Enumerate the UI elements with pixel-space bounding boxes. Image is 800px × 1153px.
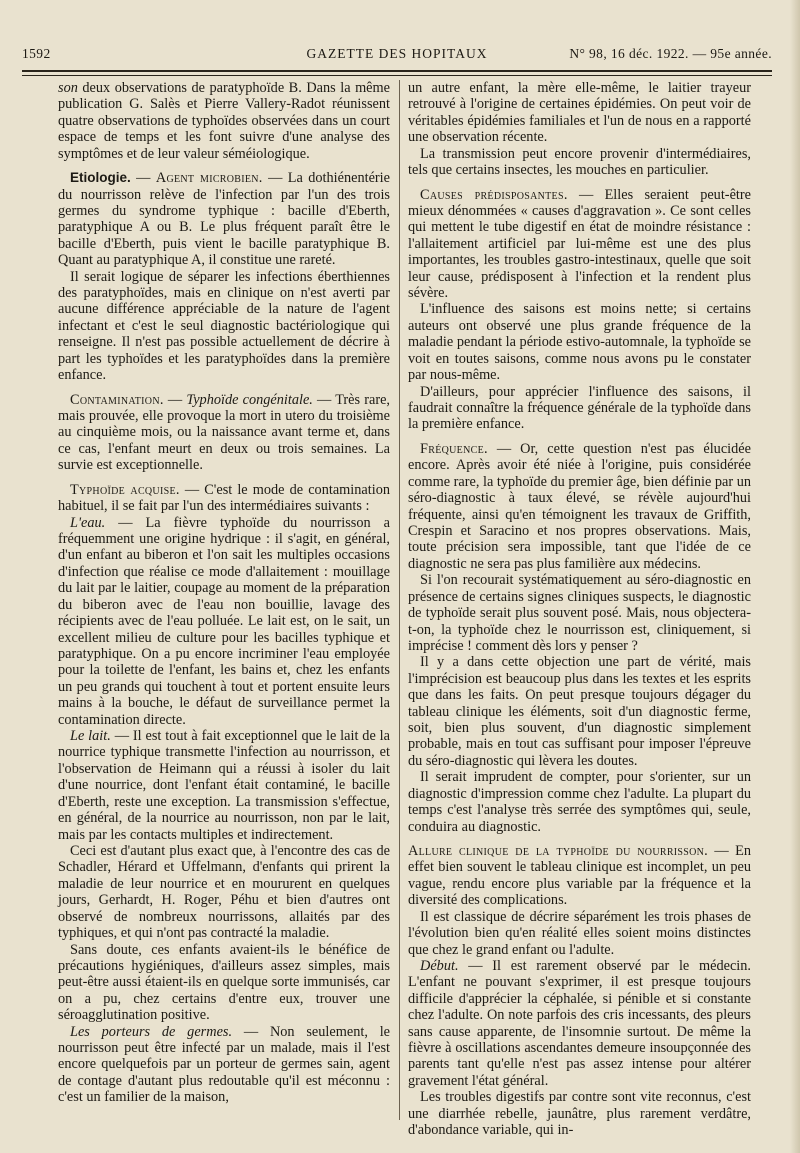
lead-word: son [58, 80, 78, 96]
italic-heading: L'eau. [70, 514, 106, 531]
paragraph: Il serait imprudent de compter, pour s'orienter, sur un diagnostic d'impression comme chez l'adulte. La plupart du temps c'est l'analyse très serrée des symptômes qui, seule, conduira au diagnostic. [408, 769, 751, 835]
italic-heading: Typhoïde congénitale. [186, 391, 313, 408]
page-edge-shadow [790, 0, 800, 1153]
paragraph: L'influence des saisons est moins nette; si certains auteurs ont observé une plus grande fréquence de la maladie pendant la période estivo-automnale, la typhoïde se voit en toutes saisons, comme nous avons pu le constater par nous-même. [408, 301, 752, 384]
section-causes: Causes prédisposantes. — Elles seraient peut-être mieux dénommées « causes d'aggravation ». Ce sont celles qui mettent le tube digestif en état de moindre résistance : l'allaitement artificiel par lui-même est une des plus importantes, les troubles gastro-intestinaux, quelle que soit leur cause, prédisposent à l'infection et la rendent plus sévère. [408, 186, 751, 302]
paragraph: un autre enfant, la mère elle-même, le laitier trayeur retrouvé à l'origine de certaines épidémies. On peut voir de véritables épidémies familiales et l'un de nous en a rapporté une observation récente. [408, 80, 751, 146]
section-debut: Début. — Il est rarement observé par le médecin. L'enfant ne pouvant s'exprimer, il est presque toujours difficile d'apprécier la céphalée, si pénible et si constante chez l'adulte. On note parfois des cris incessants, des pleurs sans cause apparente, de l'insomnie surtout. De même la fièvre à oscillations ascendantes demeure insoupçonnée des parents tant qu'elle n'est pas assez intense pour altérer gravement l'état général. [408, 957, 751, 1089]
paragraph-text: Elles seraient peut-être mieux dénommées « causes d'aggravation ». Ce sont celles qui mettent le tube digestif en état de moindre résistance : l'allaitement artificiel par lui-même est une des plus importantes, les troubles gastro-intestinaux, quelle que soit leur cause, prédisposent à l'infection et la rendent plus sévère. [408, 186, 751, 302]
subsection-heading: Agent microbien. [155, 170, 263, 187]
paragraph: Il y a dans cette objection une part de vérité, mais l'imprécision est beaucoup plus dans les textes et les esprits que dans les faits. On peut presque toujours dégager du tableau clinique les éléments, soit d'un diagnostic ferme, soit, bien plus souvent, d'un diagnostic simplement probable, mais en tout cas suffisant pour imposer l'épreuve du séro-diagnostic qui lèvera les doutes. [408, 654, 751, 769]
section-typhoide-acquise: Typhoïde acquise. — C'est le mode de contamination habituel, il se fait par l'un des intermédiaires suivants : [58, 481, 390, 515]
section-lait: Le lait. — Il est tout à fait exceptionnel que le lait de la nourrice typhique transmette l'infection au nourrisson, et l'observation de Heimann qui a réussi à isoler du lait d'une nourrice, dont l'enfant était contaminé, le bacille d'Eberth, reste une exception. La transmission s'effectue, en général, de la nourrice au nourrisson, non par le lait, mais par les contacts multiples et indirectement. [58, 728, 391, 843]
paragraph-text: C'est le mode de contamination habituel, il se fait par l'un des intermédiaires suivants : [58, 481, 390, 515]
paragraph: D'ailleurs, pour apprécier l'influence des saisons, il faudrait connaître la fréquence générale de la typhoïde dans la première enfance. [408, 383, 751, 433]
column-divider [399, 80, 400, 1120]
italic-heading: Le lait. [70, 728, 111, 745]
paragraph-text: Il est tout à fait exceptionnel que le lait de la nourrice typhique transmette l'infection au nourrisson, et l'observation de Heimann qui a réussi à isoler du lait d'une nourrice, dont l'enfant était contaminé, le bacille d'Eberth, reste une exception. La transmission s'effectue, en général, de la nourrice au nourrisson, non par le lait, mais par les contacts multiples et indirectement. [58, 728, 391, 843]
paragraph: La transmission peut encore provenir d'intermédiaires, tels que certains insectes, les mouches en particulier. [408, 145, 751, 179]
paragraph-text: En effet bien souvent le tableau clinique est incomplet, un peu vague, rendu encore plus variable par la fréquence et la diversité des complications. [408, 842, 751, 909]
section-porteurs: Les porteurs de germes. — Non seulement, le nourrisson peut être infecté par un malade, mais il l'est encore quelquefois par un porteur de germes sain, agent de contage d'autant plus redoutable qu'il est méconnu : c'est un familier de la maison, [58, 1023, 391, 1106]
paragraph [58, 80, 390, 162]
paragraph-text: Or, cette question n'est pas élucidée encore. Après avoir été niée à l'origine, puis considérée comme rare, la typhoïde du premier âge, bien définie par un séro-diagnostic à taux élevé, se révèle aujourd'hui fréquente, ainsi qu'en témoignent les travaux de Griffith, Crespin et Saracino et nos propres observations. Mais, toute précision sera impossible, tant que l'idée de ce diagnostic ne sera pas plus familière aux médecins. [408, 440, 751, 572]
page-number: 1592 [22, 46, 51, 61]
subsection-heading: Causes prédisposantes. [420, 186, 568, 203]
header-rule-thick [22, 70, 772, 72]
paragraph-text: Très rare, mais prouvée, elle provoque la mort in utero du troisième au cinquième mois, ou la naissance avant terme et, dans ce cas, l'enfant meurt en deux ou trois semaines. La survie est exceptionnelle. [58, 391, 391, 474]
paragraph: Il est classique de décrire séparément les trois phases de l'évolution bien qu'en réalité elles soient moins distinctes que chez le grand enfant ou l'adulte. [408, 908, 751, 958]
paragraph: Si l'on recourait systématiquement au séro-diagnostic en présence de certains signes cliniques suspects, le diagnostic de typhoïde serait plus souvent posé. Mais, nous objectera-t-on, la typhoïde chez le nourrisson est, cliniquement, si imprécise ! comment dès lors y penser ? [408, 572, 751, 654]
paragraph-text: deux observations de paratyphoïde B. Dans la même publication G. Salès et Pierre Vallery-Radot réunissent quatre observations de typhoïdes observées dans un court espace de temps et les font suivre d'une analyse des symptômes et de leur valeur séméiologique. [58, 80, 390, 162]
paragraph-text: Il est rarement observé par le médecin. L'enfant ne pouvant s'exprimer, il est presque toujours difficile d'apprécier la céphalée, si pénible et si constante chez l'adulte. On note parfois des cris incessants, des pleurs sans cause apparente, de l'insomnie surtout. De même la fièvre à oscillations ascendantes demeure insoupçonnée des parents tant qu'elle n'est pas assez intense pour altérer gravement l'état général. [408, 957, 751, 1089]
section-heading: Etiologie. [70, 170, 131, 186]
section-etiologie: Etiologie. — Agent microbien. — La dothiénentérie du nourrisson relève de l'infection par l'un des trois germes du syndrome typhique : bacille d'Eberth, paratyphique A ou B. Le plus fréquent paraît être le bacille d'Eberth, puis vient le bacille paratyphique B. Quant au paratyphique A, il constitue une rareté. [58, 170, 391, 269]
left-column [58, 80, 390, 1106]
header-rule-thin [22, 75, 772, 76]
subsection-heading: Typhoïde acquise. [70, 481, 180, 498]
subsection-heading: Contamination. [70, 391, 164, 408]
section-allure: Allure clinique de la typhoïde du nourrisson. — En effet bien souvent le tableau clinique est incomplet, un peu vague, rendu encore plus variable par la fréquence et la diversité des complications. [408, 842, 751, 909]
subsection-heading: Allure clinique de la typhoïde du nourrisson. [408, 842, 709, 859]
page-header [22, 46, 772, 66]
journal-title: GAZETTE DES HOPITAUX [306, 46, 488, 61]
section-frequence: Fréquence. — Or, cette question n'est pas élucidée encore. Après avoir été niée à l'origine, puis considérée comme rare, la typhoïde du premier âge, bien définie par un séro-diagnostic à taux élevé, se révèle aujourd'hui fréquente, ainsi qu'en témoignent les travaux de Griffith, Crespin et Saracino et nos propres observations. Mais, toute précision sera impossible, tant que l'idée de ce diagnostic ne sera pas plus familière aux médecins. [408, 440, 751, 572]
right-column [408, 80, 751, 1139]
paragraph-text: La dothiénentérie du nourrisson relève de l'infection par l'un des trois germes du syndrome typhique : bacille d'Eberth, paratyphique A ou B. Le plus fréquent paraît être le bacille d'Eberth, puis vient le bacille paratyphique B. Quant au paratyphique A, il constitue une rareté. [58, 170, 391, 269]
section-contamination: Contamination. — Typhoïde congénitale. — Très rare, mais prouvée, elle provoque la mort in utero du troisième au cinquième mois, ou la naissance avant terme et, dans ce cas, l'enfant meurt en deux ou trois semaines. La survie est exceptionnelle. [58, 391, 391, 474]
issue-info: N° 98, 16 déc. 1922. — 95e année. [569, 46, 772, 61]
paragraph: Sans doute, ces enfants avaient-ils le bénéfice de précautions hygiéniques, d'ailleurs assez simples, mais peut-être aussi étaient-ils en quelque sorte immunisés, car on a pu, chez certains d'entre eux, trouver une séroagglutination positive. [58, 941, 390, 1024]
paragraph: Ceci est d'autant plus exact que, à l'encontre des cas de Schadler, Hérard et Uffelmann, d'enfants qui prirent la maladie de leur nourrice et en moururent en quelques jours, Gerhardt, H. Roger, Péhu et bien d'autres ont observé de nombreux nourrissons, allaités par des typhiques, et qui n'ont pas contracté la maladie. [58, 842, 390, 942]
paragraph-text: La fièvre typhoïde du nourrisson a fréquemment une origine hydrique : il s'agit, en général, d'un enfant au biberon et l'on sait les multiples occasions d'infection que réalise ce mode d'allaitement : mouillage du lait par le laitier, coupage au moment de la préparation du biberon avec de l'eau non bouillie, lavage des récipients avec de l'eau polluée. Le lait est, on le sait, un excellent milieu de culture pour les bacilles typhique et paratyphique. On a pu encore incriminer l'eau employée pour la toilette de l'enfant, les bains et, chez les enfants un peu grands qui touchent à tout et portent ensuite leurs mains à la bouche, le défaut de surveillance permet la contamination directe. [58, 514, 391, 728]
subsection-heading: Fréquence. [420, 440, 488, 457]
italic-heading: Les porteurs de germes. [70, 1023, 233, 1040]
paragraph-text: Non seulement, le nourrisson peut être infecté par un malade, mais il l'est encore quelquefois par un porteur de germes sain, agent de contage d'autant plus redoutable qu'il est méconnu : c'est un familier de la maison, [58, 1023, 391, 1106]
section-eau: L'eau. — La fièvre typhoïde du nourrisson a fréquemment une origine hydrique : il s'agit, en général, d'un enfant au biberon et l'on sait les multiples occasions d'infection que réalise ce mode d'allaitement : mouillage du lait par le laitier, coupage au moment de la préparation du biberon avec de l'eau non bouillie, lavage des récipients avec de l'eau polluée. Le lait est, on le sait, un excellent milieu de culture pour les bacilles typhique et paratyphique. On a pu encore incriminer l'eau employée pour la toilette de l'enfant, les bains et, chez les enfants un peu grands qui touchent à tout et portent ensuite leurs mains à la bouche, le défaut de surveillance permet la contamination directe. [58, 514, 391, 728]
paragraph: Il serait logique de séparer les infections éberthiennes des paratyphoïdes, mais en clinique on n'est averti par aucune différence appréciable de la nature de l'agent infectant et c'est le seul diagnostic bactériologique qui renseigne. Il n'est pas possible actuellement de décrire à part les typhoïdes et les paratyphoïdes dans la première enfance. [58, 268, 390, 384]
italic-heading: Début. [420, 957, 459, 974]
paragraph: Les troubles digestifs par contre sont vite reconnus, c'est une diarrhée rebelle, jaunâtre, plus rarement verdâtre, d'abondance variable, qui in- [408, 1089, 751, 1139]
